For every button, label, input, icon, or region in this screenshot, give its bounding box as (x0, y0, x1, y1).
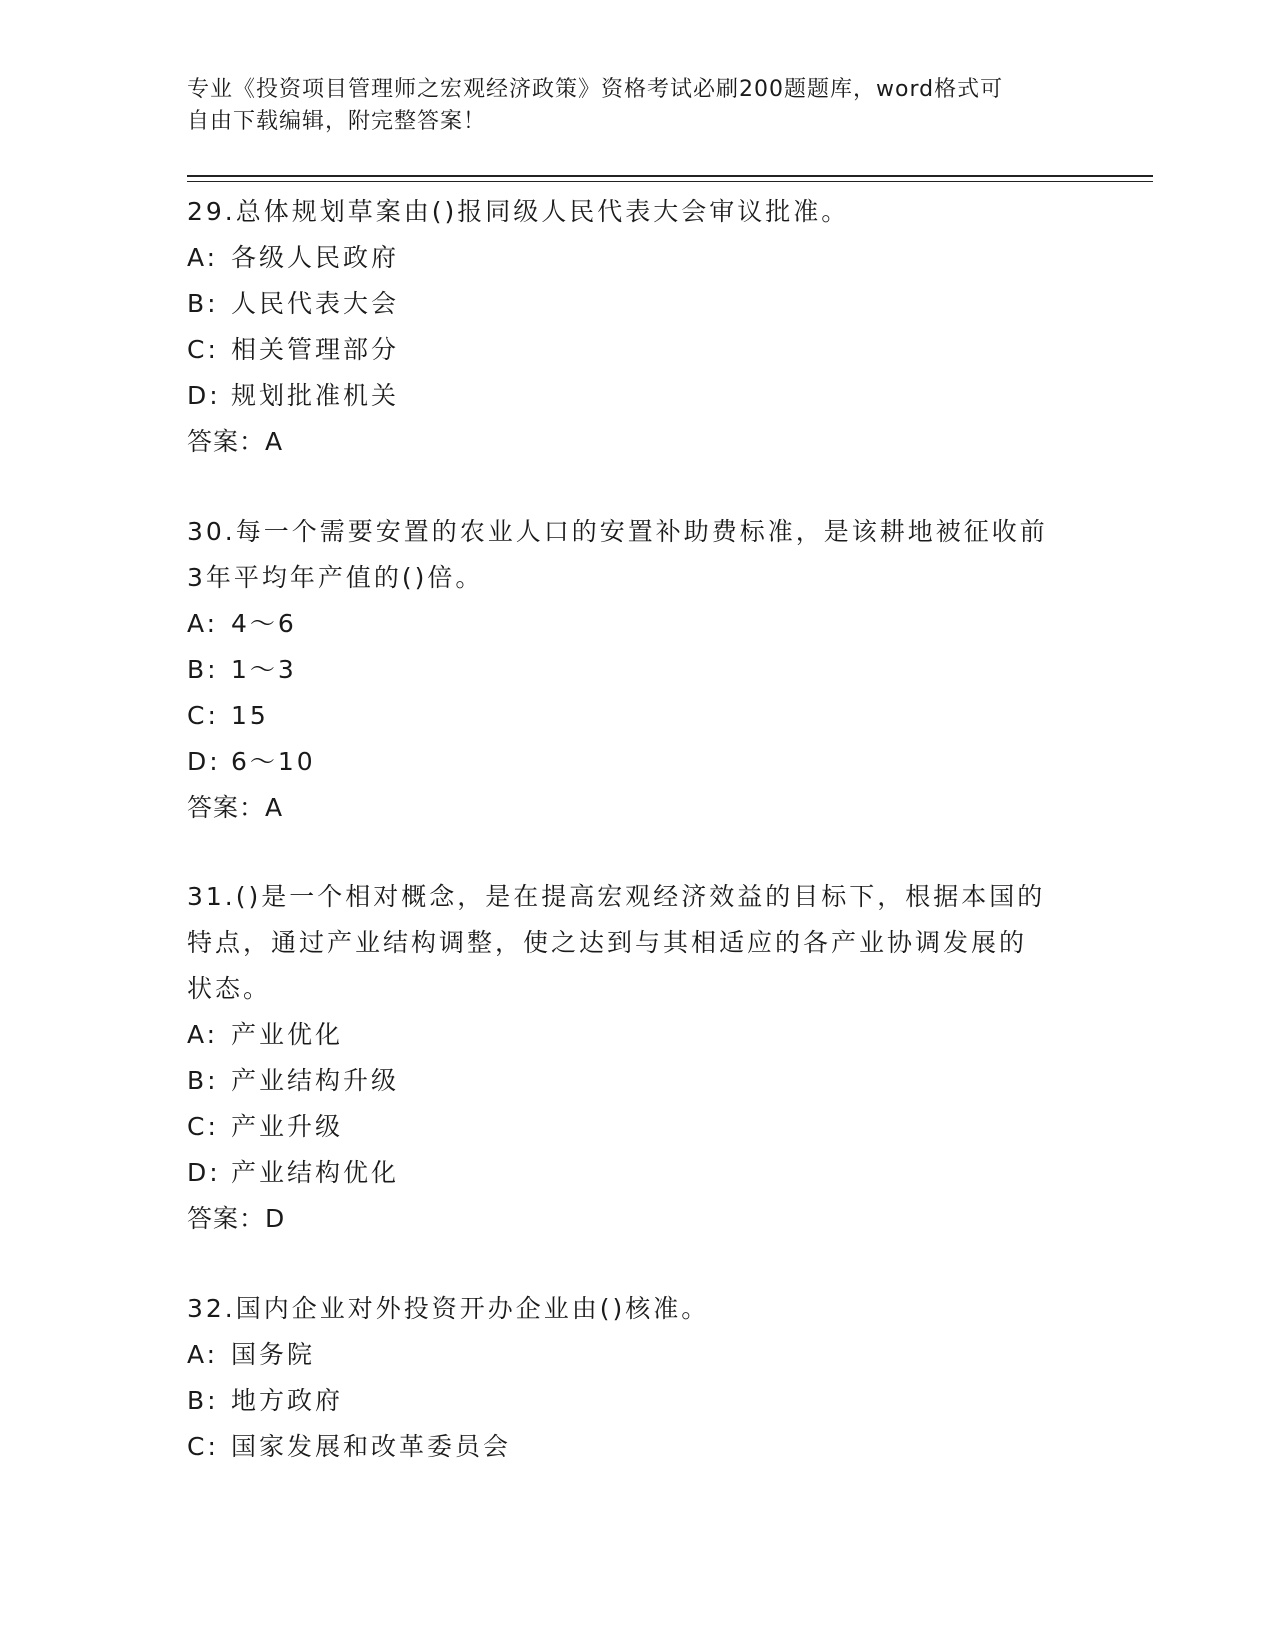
header-line-1: 专业《投资项目管理师之宏观经济政策》资格考试必刷200题题库，word格式可 (187, 77, 1004, 102)
option-letter: C: (187, 701, 219, 730)
option-text: 国家发展和改革委员会 (231, 1432, 512, 1461)
question-stem: 3年平均年产值的()倍。 (187, 563, 484, 592)
option-letter: A: (187, 609, 219, 638)
header-divider-thin (187, 181, 1153, 182)
option-b (187, 647, 1087, 693)
option-letter: D: (187, 381, 221, 410)
option-letter: A: (187, 1340, 219, 1369)
question-stem: 31.()是一个相对概念，是在提高宏观经济效益的目标下，根据本国的 (187, 882, 1046, 911)
option-a (187, 235, 1087, 281)
answer-value: A (265, 427, 284, 456)
option-text: 1～3 (231, 655, 297, 684)
answer-line (187, 785, 1087, 831)
question-stem: 32.国内企业对外投资开办企业由()核准。 (187, 1294, 710, 1323)
question-32 (187, 1286, 1087, 1470)
option-letter: C: (187, 1112, 219, 1141)
option-text: 15 (231, 701, 269, 730)
option-text: 地方政府 (231, 1386, 344, 1415)
option-b (187, 281, 1087, 327)
option-a (187, 1012, 1087, 1058)
question-30 (187, 509, 1087, 831)
answer-label: 答案： (187, 427, 266, 456)
option-b (187, 1058, 1087, 1104)
answer-label: 答案： (187, 1204, 266, 1233)
option-text: 相关管理部分 (231, 335, 400, 364)
option-text: 4～6 (231, 609, 297, 638)
option-letter: D: (187, 747, 221, 776)
answer-value: D (265, 1204, 286, 1233)
option-d (187, 739, 1087, 785)
answer-value: A (265, 793, 284, 822)
option-d (187, 1150, 1087, 1196)
option-c (187, 1424, 1087, 1470)
option-text: 产业升级 (231, 1112, 344, 1141)
option-letter: C: (187, 1432, 219, 1461)
option-c (187, 327, 1087, 373)
option-text: 产业优化 (231, 1020, 344, 1049)
option-text: 国务院 (231, 1340, 316, 1369)
answer-line (187, 1196, 1087, 1242)
question-stem: 特点，通过产业结构调整，使之达到与其相适应的各产业协调发展的 (187, 928, 1028, 957)
question-31 (187, 874, 1087, 1242)
header-divider-thick (187, 175, 1153, 177)
option-text: 人民代表大会 (231, 289, 400, 318)
question-stem: 30.每一个需要安置的农业人口的安置补助费标准，是该耕地被征收前 (187, 517, 1048, 546)
option-text: 6～10 (231, 747, 316, 776)
header-line-2: 自由下载编辑，附完整答案！ (187, 109, 487, 134)
option-c (187, 1104, 1087, 1150)
answer-label: 答案： (187, 793, 266, 822)
option-a (187, 601, 1087, 647)
option-a (187, 1332, 1087, 1378)
option-letter: B: (187, 289, 219, 318)
option-b (187, 1378, 1087, 1424)
option-letter: A: (187, 1020, 219, 1049)
option-letter: B: (187, 1386, 219, 1415)
document-header (187, 74, 1087, 138)
option-letter: D: (187, 1158, 221, 1187)
option-letter: B: (187, 1066, 219, 1095)
option-d (187, 373, 1087, 419)
question-stem: 29.总体规划草案由()报同级人民代表大会审议批准。 (187, 197, 850, 226)
question-stem: 状态。 (187, 974, 272, 1003)
question-29 (187, 189, 1087, 465)
option-text: 产业结构优化 (231, 1158, 400, 1187)
option-letter: C: (187, 335, 219, 364)
option-letter: A: (187, 243, 219, 272)
answer-line (187, 419, 1087, 465)
option-text: 产业结构升级 (231, 1066, 400, 1095)
option-text: 规划批准机关 (231, 381, 400, 410)
option-c (187, 693, 1087, 739)
option-letter: B: (187, 655, 219, 684)
option-text: 各级人民政府 (231, 243, 400, 272)
